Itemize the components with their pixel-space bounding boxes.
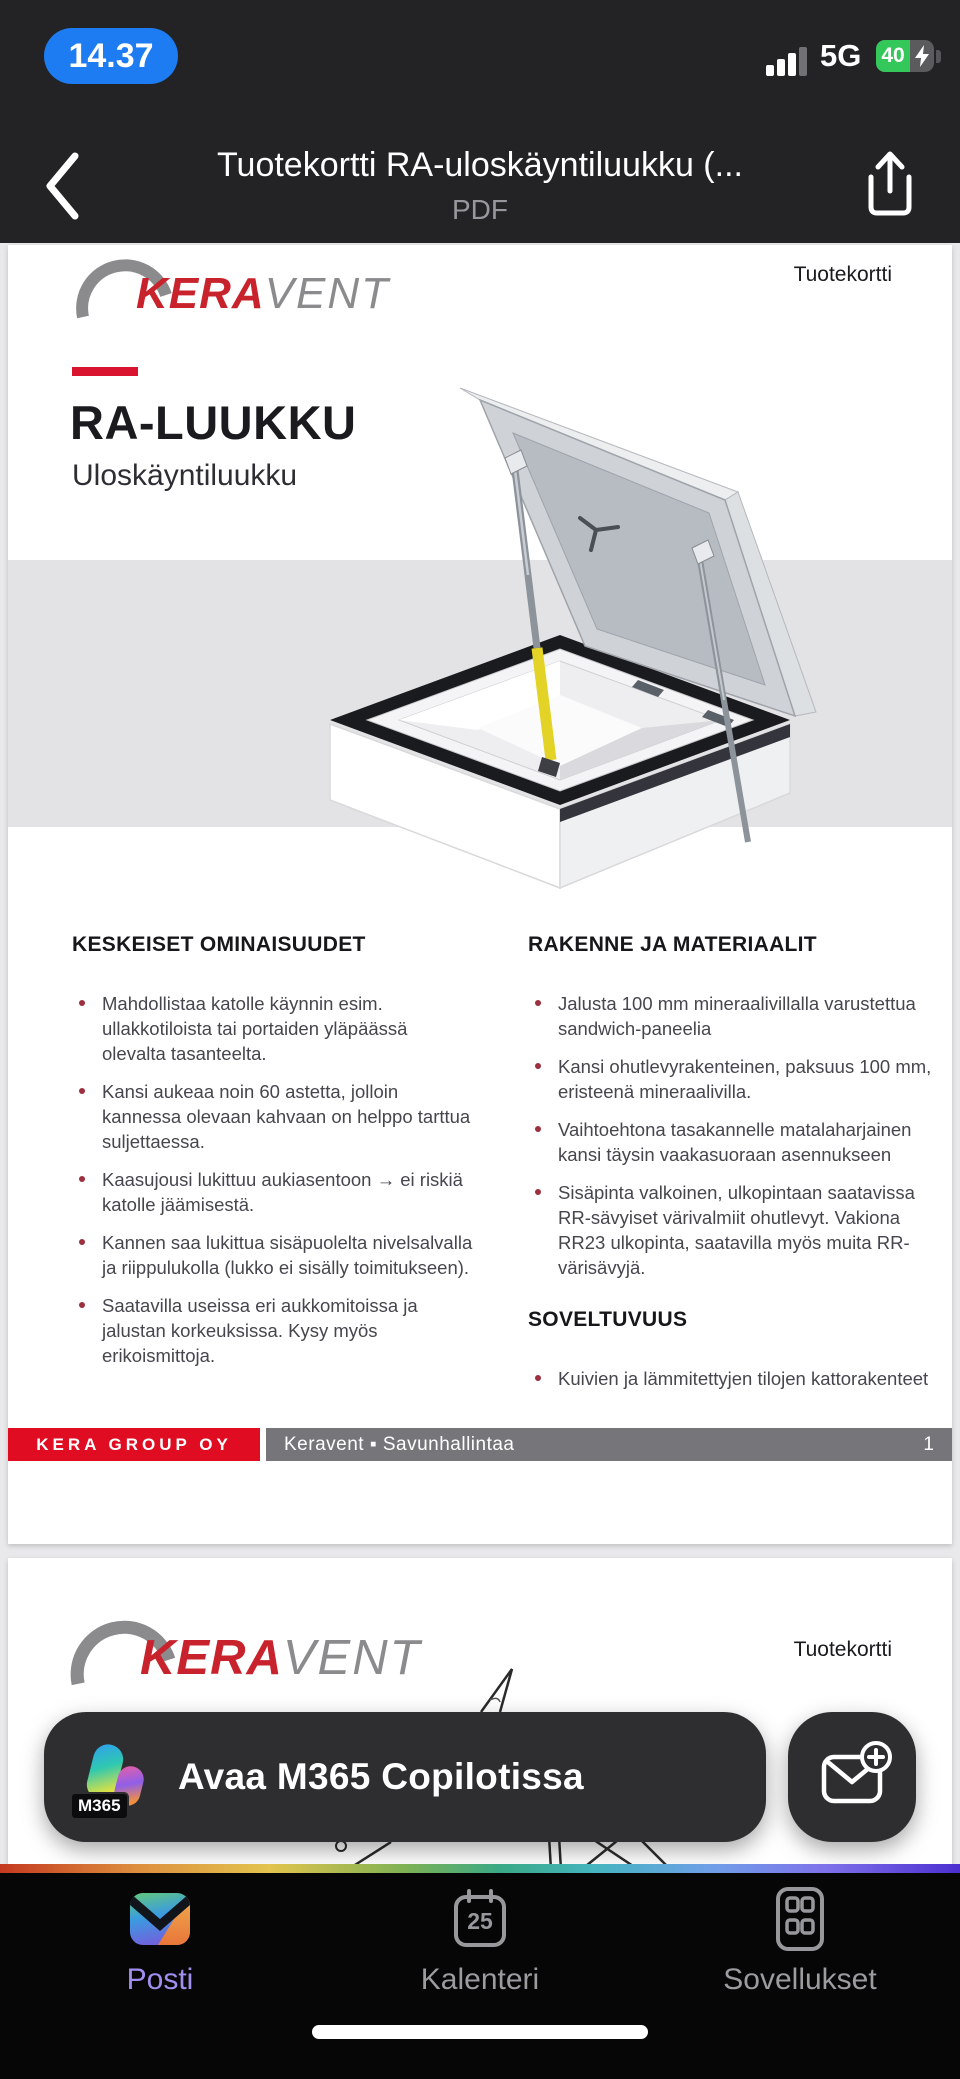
network-type-label: 5G bbox=[820, 38, 862, 73]
new-email-icon bbox=[810, 1735, 894, 1819]
bullet-dot bbox=[535, 1375, 541, 1381]
new-email-button[interactable] bbox=[788, 1712, 916, 1842]
bullet-text: Vaihtoehtona tasakannelle matalaharjainen kansi täysin vaakasuoraan asennukseen bbox=[558, 1119, 912, 1165]
bullet-dot bbox=[79, 1302, 85, 1308]
bullet-item bbox=[528, 1117, 932, 1167]
home-indicator[interactable] bbox=[312, 2025, 648, 2039]
bullet-item bbox=[72, 991, 476, 1066]
materials-list bbox=[528, 991, 932, 1280]
cellular-bars-icon bbox=[766, 44, 812, 76]
bullet-text: Kuivien ja lämmitettyjen tilojen kattorakenteet bbox=[558, 1368, 929, 1389]
features-list bbox=[72, 991, 476, 1368]
suitability-list bbox=[528, 1366, 932, 1391]
tab-label: Posti bbox=[126, 1963, 194, 1996]
tab-mail[interactable] bbox=[50, 1887, 270, 1997]
top-bar bbox=[0, 0, 960, 243]
footer-bar bbox=[266, 1428, 952, 1461]
back-button[interactable] bbox=[30, 146, 94, 226]
bullet-text: Jalusta 100 mm mineraalivillalla varustettua sandwich-paneelia bbox=[558, 993, 916, 1039]
m365-copilot-icon bbox=[78, 1740, 152, 1814]
nav-subtitle: PDF bbox=[452, 194, 508, 225]
keravent-logo bbox=[76, 255, 390, 319]
product-title: RA-LUUKKU bbox=[70, 396, 357, 449]
tab-apps[interactable] bbox=[690, 1887, 910, 1997]
share-up-arrow-icon bbox=[861, 149, 919, 221]
calendar-icon bbox=[448, 1887, 512, 1951]
bullet-dot bbox=[79, 1176, 85, 1182]
page-number: 1 bbox=[923, 1433, 934, 1455]
hatch-illustration bbox=[8, 380, 952, 910]
status-time: 14.37 bbox=[44, 28, 178, 84]
calendar-day-number: 25 bbox=[467, 1908, 493, 1934]
bullet-text: Kaasujousi lukittuu aukiasentoon → ei riskiä katolle jäämisestä. bbox=[102, 1169, 463, 1215]
apps-grid-icon bbox=[768, 1887, 832, 1951]
section-heading: RAKENNE JA MATERIAALIT bbox=[528, 933, 817, 956]
doc-type-label: Tuotekortti bbox=[793, 263, 892, 286]
m365-badge: M365 bbox=[70, 1792, 129, 1820]
bullet-item bbox=[72, 1167, 476, 1217]
line-drawing-fragment bbox=[476, 1666, 540, 1716]
pdf-page-footer bbox=[8, 1428, 952, 1461]
bullet-item bbox=[528, 1180, 932, 1280]
materials-section bbox=[528, 933, 932, 1404]
bullet-dot bbox=[79, 1239, 85, 1245]
share-button[interactable] bbox=[852, 142, 928, 228]
bullet-dot bbox=[535, 1126, 541, 1132]
open-in-copilot-label: Avaa M365 Copilotissa bbox=[178, 1756, 584, 1797]
product-subtitle: Uloskäyntiluukku bbox=[72, 459, 298, 492]
tab-label: Sovellukset bbox=[723, 1963, 877, 1996]
battery-percent: 40 bbox=[876, 40, 910, 72]
bullet-text: Mahdollistaa katolle käynnin esim. ullakkotiloista tai portaiden yläpäässä olevalta tasanteelta. bbox=[102, 993, 408, 1064]
tab-bar bbox=[0, 1873, 960, 2079]
keravent-logo bbox=[70, 1616, 422, 1686]
logo-text-kera: KERA bbox=[140, 1631, 283, 1685]
bullet-dot bbox=[535, 1063, 541, 1069]
open-in-copilot-button[interactable] bbox=[44, 1712, 766, 1842]
charging-bolt-icon bbox=[910, 40, 934, 72]
bullet-item bbox=[528, 1054, 932, 1104]
features-section bbox=[72, 933, 476, 1381]
section-heading: KESKEISET OMINAISUUDET bbox=[72, 933, 366, 956]
tab-label: Kalenteri bbox=[420, 1963, 540, 1996]
bullet-dot bbox=[535, 1000, 541, 1006]
battery-cap bbox=[936, 50, 941, 63]
battery-charging-icon bbox=[876, 40, 934, 72]
bullet-text: Kannen saa lukittua sisäpuolelta nivelsalvalla ja riippulukolla (lukko ei sisälly toimitukseen). bbox=[102, 1232, 473, 1278]
bullet-item bbox=[72, 1079, 476, 1154]
outlook-mail-icon bbox=[128, 1887, 192, 1951]
company-block: KERA GROUP OY bbox=[8, 1428, 260, 1461]
red-accent-dash bbox=[72, 367, 138, 376]
doc-type-label: Tuotekortti bbox=[793, 1638, 892, 1661]
section-heading: SOVELTUVUUS bbox=[528, 1308, 688, 1331]
bullet-text: Sisäpinta valkoinen, ulkopintaan saatavissa RR-sävyiset värivalmiit ohutlevyt. Vakiona RR23 ulkopinta, saatavilla myös muita RR-värisävyjä. bbox=[558, 1182, 915, 1278]
bullet-item bbox=[72, 1230, 476, 1280]
logo-text-kera: KERA bbox=[136, 269, 265, 318]
logo-text-vent: VENT bbox=[264, 269, 391, 318]
bullet-text: Saatavilla useissa eri aukkomitoissa ja jalustan korkeuksissa. Kysy myös erikoismittoja. bbox=[102, 1295, 418, 1366]
bullet-dot bbox=[79, 1000, 85, 1006]
footer-tagline: Keravent ▪ Savunhallintaa bbox=[284, 1433, 515, 1455]
tab-calendar[interactable] bbox=[370, 1887, 590, 1997]
bullet-item bbox=[528, 991, 932, 1041]
bullet-text: Kansi aukeaa noin 60 astetta, jolloin kannessa olevaan kahvaan on helppo tarttua suljettaessa. bbox=[102, 1081, 471, 1152]
logo-text-vent: VENT bbox=[282, 1631, 422, 1685]
chevron-left-icon bbox=[42, 148, 82, 224]
bullet-dot bbox=[79, 1088, 85, 1094]
copilot-gradient-divider bbox=[0, 1864, 960, 1873]
bullet-text: Kansi ohutlevyrakenteinen, paksuus 100 mm, eristeenä mineraalivilla. bbox=[558, 1056, 932, 1102]
bullet-item bbox=[528, 1366, 932, 1391]
bullet-dot bbox=[535, 1189, 541, 1195]
nav-title: Tuotekortti RA-uloskäyntiluukku (... bbox=[217, 146, 743, 184]
pdf-page-1 bbox=[8, 245, 952, 1544]
bullet-item bbox=[72, 1293, 476, 1368]
